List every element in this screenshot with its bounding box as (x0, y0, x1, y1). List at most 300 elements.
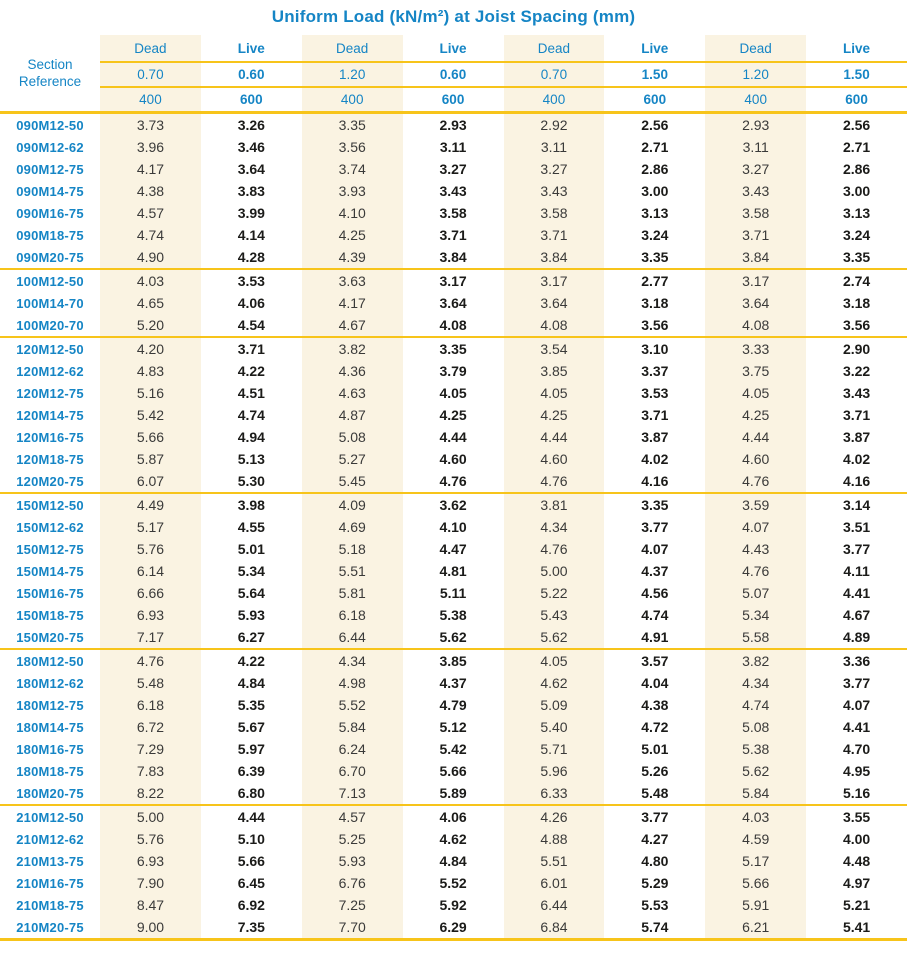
load-value-cell: 5.93 (302, 850, 403, 872)
load-value-cell: 2.93 (439, 117, 467, 133)
load-value-cell: 7.25 (302, 894, 403, 916)
load-value-cell: 3.85 (403, 649, 504, 672)
section-ref-cell: 100M20-70 (16, 317, 84, 333)
load-value-cell: 3.82 (302, 337, 403, 360)
section-ref-cell: 090M16-75 (16, 205, 84, 221)
load-value-cell: 4.25 (439, 407, 467, 423)
load-value-cell: 4.83 (100, 360, 201, 382)
load-value-cell: 3.27 (439, 161, 467, 177)
table-header (0, 35, 907, 113)
load-value-cell: 5.64 (237, 585, 265, 601)
load-value-header: 0.70 (100, 62, 201, 87)
load-value-cell: 3.17 (504, 269, 605, 292)
section-ref-cell: 150M16-75 (16, 585, 84, 601)
load-value-cell: 3.43 (439, 183, 467, 199)
load-value-cell: 4.17 (302, 292, 403, 314)
load-value-cell: 4.98 (302, 672, 403, 694)
load-value-cell: 3.27 (705, 158, 806, 180)
load-value-cell: 6.45 (237, 875, 265, 891)
load-type-header: Live (806, 35, 907, 62)
load-value-cell: 4.62 (439, 831, 467, 847)
table-row (0, 292, 907, 314)
load-value-cell: 4.07 (705, 516, 806, 538)
section-ref-cell: 180M18-75 (16, 763, 84, 779)
load-value-cell: 4.25 (504, 404, 605, 426)
load-value-cell: 4.76 (705, 470, 806, 493)
load-value-cell: 4.80 (641, 853, 669, 869)
table-row (0, 782, 907, 805)
load-value-cell: 4.60 (504, 448, 605, 470)
load-value-cell: 5.45 (302, 470, 403, 493)
section-ref-cell: 150M12-75 (16, 541, 84, 557)
load-value-cell: 3.58 (705, 202, 806, 224)
load-value-cell: 3.71 (705, 224, 806, 246)
load-value-cell: 5.29 (641, 875, 669, 891)
load-value-cell: 8.22 (100, 782, 201, 805)
load-value-cell: 4.25 (302, 224, 403, 246)
section-ref-cell: 150M14-75 (16, 563, 84, 579)
load-value-cell: 5.42 (439, 741, 467, 757)
load-value-cell: 3.46 (237, 139, 265, 155)
table-row (0, 694, 907, 716)
load-value-cell: 4.37 (641, 563, 669, 579)
load-value-cell: 4.76 (504, 538, 605, 560)
load-value-cell: 4.34 (504, 516, 605, 538)
load-value-cell: 3.93 (302, 180, 403, 202)
load-value-cell: 4.74 (237, 407, 265, 423)
load-value-cell: 3.58 (504, 202, 605, 224)
load-value-cell: 4.08 (439, 317, 467, 333)
load-type-header: Dead (504, 35, 605, 62)
load-value-header: 0.70 (504, 62, 605, 87)
load-value-cell: 3.56 (641, 317, 669, 333)
load-value-cell: 5.09 (504, 694, 605, 716)
spacing-header: 400 (100, 87, 201, 113)
load-value-cell: 2.86 (842, 161, 871, 177)
load-value-cell: 5.67 (237, 719, 265, 735)
load-value-cell: 4.74 (705, 694, 806, 716)
load-value-cell: 3.37 (641, 363, 669, 379)
load-value-cell: 5.01 (237, 541, 265, 557)
load-value-header: 1.20 (705, 62, 806, 87)
table-row (0, 404, 907, 426)
load-value-cell: 4.55 (237, 519, 265, 535)
section-ref-cell: 180M12-50 (0, 649, 100, 672)
section-ref-cell: 120M18-75 (16, 451, 84, 467)
load-value-cell: 3.63 (302, 269, 403, 292)
load-value-cell: 4.47 (439, 541, 467, 557)
load-value-cell: 4.07 (641, 541, 669, 557)
load-value-cell: 5.38 (705, 738, 806, 760)
load-value-cell: 4.69 (302, 516, 403, 538)
section-ref-cell: 210M12-50 (0, 805, 100, 828)
load-value-cell: 4.38 (641, 697, 669, 713)
load-value-cell: 3.64 (439, 295, 467, 311)
load-value-cell: 3.96 (100, 136, 201, 158)
load-value-cell: 4.84 (439, 853, 467, 869)
load-value-cell: 3.64 (504, 292, 605, 314)
load-value-cell: 3.71 (201, 337, 302, 360)
load-value-cell: 5.34 (705, 604, 806, 626)
load-value-cell: 3.43 (842, 385, 871, 401)
load-value-cell: 4.26 (504, 805, 605, 828)
load-value-cell: 5.71 (504, 738, 605, 760)
load-value-cell: 5.38 (439, 607, 467, 623)
table-row (0, 894, 907, 916)
table-row (0, 805, 907, 828)
load-value-cell: 5.53 (641, 897, 669, 913)
load-value-cell: 3.10 (604, 337, 705, 360)
table-row (0, 493, 907, 516)
load-type-header: Live (604, 35, 705, 62)
load-value-cell: 4.57 (302, 805, 403, 828)
load-value-cell: 5.40 (504, 716, 605, 738)
load-value-cell: 4.51 (237, 385, 265, 401)
table-row (0, 672, 907, 694)
load-value-cell: 5.35 (237, 697, 265, 713)
load-value-cell: 3.11 (705, 136, 806, 158)
section-ref-cell: 150M12-50 (0, 493, 100, 516)
load-value-cell: 5.48 (100, 672, 201, 694)
table-row (0, 916, 907, 940)
section-ref-cell: 210M12-62 (16, 831, 84, 847)
load-value-cell: 3.56 (302, 136, 403, 158)
section-ref-cell: 210M20-75 (0, 916, 100, 940)
section-ref-cell: 090M12-50 (16, 117, 84, 133)
load-value-cell: 5.74 (604, 916, 705, 940)
load-value-cell: 6.39 (237, 763, 265, 779)
load-value-cell: 5.81 (302, 582, 403, 604)
load-value-cell: 3.98 (201, 493, 302, 516)
load-value-cell: 2.90 (806, 337, 907, 360)
table-row (0, 224, 907, 246)
load-value-cell: 4.10 (302, 202, 403, 224)
load-value-cell: 3.87 (842, 429, 871, 445)
load-value-cell: 5.25 (302, 828, 403, 850)
table-row (0, 269, 907, 292)
load-value-cell: 4.11 (843, 563, 870, 579)
load-value-cell: 4.05 (504, 382, 605, 404)
table-row (0, 760, 907, 782)
load-value-cell: 7.13 (302, 782, 403, 805)
spacing-header: 400 (302, 87, 403, 113)
load-value-cell: 3.43 (504, 180, 605, 202)
load-value-cell: 4.48 (842, 853, 871, 869)
table-row (0, 828, 907, 850)
load-value-cell: 3.17 (403, 269, 504, 292)
load-value-cell: 3.13 (842, 205, 871, 221)
load-value-cell: 3.18 (641, 295, 669, 311)
load-value-cell: 8.47 (100, 894, 201, 916)
load-value-cell: 3.75 (705, 360, 806, 382)
load-value-cell: 4.95 (842, 763, 871, 779)
load-value-cell: 4.04 (641, 675, 669, 691)
load-value-cell: 4.07 (842, 697, 871, 713)
load-value-cell: 5.91 (705, 894, 806, 916)
load-value-cell: 6.66 (100, 582, 201, 604)
section-ref-cell: 100M14-70 (16, 295, 84, 311)
table-row (0, 360, 907, 382)
load-value-cell: 3.35 (302, 113, 403, 137)
load-value-cell: 6.76 (302, 872, 403, 894)
load-value-cell: 3.77 (842, 541, 871, 557)
load-value-cell: 3.77 (842, 675, 871, 691)
load-value-cell: 6.70 (302, 760, 403, 782)
load-value-cell: 3.82 (705, 649, 806, 672)
load-value-header: 1.50 (806, 62, 907, 87)
load-value-cell: 7.29 (100, 738, 201, 760)
load-value-cell: 5.93 (237, 607, 265, 623)
load-value-cell: 5.97 (237, 741, 265, 757)
load-value-cell: 5.08 (302, 426, 403, 448)
table-row (0, 337, 907, 360)
section-ref-cell: 090M18-75 (16, 227, 84, 243)
load-value-cell: 3.59 (705, 493, 806, 516)
load-value-cell: 4.59 (705, 828, 806, 850)
load-value-cell: 6.92 (237, 897, 265, 913)
load-value-cell: 3.73 (100, 113, 201, 137)
load-value-cell: 4.41 (842, 585, 871, 601)
load-value-cell: 4.44 (201, 805, 302, 828)
load-value-cell: 6.18 (100, 694, 201, 716)
load-type-header: Dead (100, 35, 201, 62)
load-value-cell: 4.87 (302, 404, 403, 426)
section-ref-cell: 120M12-75 (16, 385, 84, 401)
load-value-cell: 4.49 (100, 493, 201, 516)
load-value-cell: 5.84 (705, 782, 806, 805)
load-value-cell: 3.87 (641, 429, 669, 445)
load-value-cell: 3.62 (403, 493, 504, 516)
load-value-cell: 6.84 (504, 916, 605, 940)
section-ref-cell: 210M16-75 (16, 875, 84, 891)
table-row (0, 136, 907, 158)
load-value-cell: 3.64 (237, 161, 265, 177)
table-row (0, 202, 907, 224)
load-value-cell: 5.10 (237, 831, 265, 847)
spacing-header: 600 (604, 87, 705, 113)
load-value-cell: 7.83 (100, 760, 201, 782)
section-ref-cell: 120M12-50 (0, 337, 100, 360)
load-value-header: 0.60 (201, 62, 302, 87)
load-value-cell: 3.81 (504, 493, 605, 516)
load-value-cell: 4.20 (100, 337, 201, 360)
load-value-cell: 4.34 (705, 672, 806, 694)
load-value-cell: 4.62 (504, 672, 605, 694)
load-value-cell: 5.17 (705, 850, 806, 872)
table-row (0, 448, 907, 470)
load-value-cell: 4.06 (403, 805, 504, 828)
section-ref-cell: 210M18-75 (16, 897, 84, 913)
load-value-cell: 4.54 (237, 317, 265, 333)
load-value-cell: 6.14 (100, 560, 201, 582)
load-value-cell: 4.17 (100, 158, 201, 180)
load-value-cell: 4.36 (302, 360, 403, 382)
section-ref-cell: 090M20-75 (16, 249, 84, 265)
load-value-cell: 3.56 (842, 317, 871, 333)
load-value-cell: 4.41 (842, 719, 871, 735)
load-value-cell: 5.89 (439, 785, 467, 801)
load-value-cell: 6.01 (504, 872, 605, 894)
load-value-cell: 5.20 (100, 314, 201, 337)
load-value-cell: 6.21 (705, 916, 806, 940)
load-value-cell: 4.08 (504, 314, 605, 337)
load-value-cell: 5.66 (705, 872, 806, 894)
load-value-cell: 4.05 (504, 649, 605, 672)
load-value-cell: 3.11 (439, 139, 467, 155)
load-value-cell: 4.70 (842, 741, 871, 757)
load-value-cell: 3.26 (237, 117, 265, 133)
table-row (0, 158, 907, 180)
load-value-cell: 5.11 (439, 585, 467, 601)
load-value-cell: 2.92 (504, 113, 605, 137)
load-value-header: 0.60 (403, 62, 504, 87)
load-value-cell: 5.18 (302, 538, 403, 560)
load-value-cell: 5.16 (100, 382, 201, 404)
load-value-cell: 4.37 (439, 675, 467, 691)
load-value-header: 1.50 (604, 62, 705, 87)
load-value-cell: 3.13 (641, 205, 669, 221)
load-value-cell: 4.63 (302, 382, 403, 404)
section-ref-cell: 150M20-75 (16, 629, 84, 645)
load-value-cell: 4.56 (641, 585, 669, 601)
section-ref-cell: 150M12-62 (16, 519, 84, 535)
uniform-load-table (0, 35, 907, 941)
load-value-cell: 4.67 (302, 314, 403, 337)
load-value-cell: 3.85 (504, 360, 605, 382)
table-title: Uniform Load (kN/m²) at Joist Spacing (mm) (271, 7, 636, 26)
load-value-cell: 3.24 (641, 227, 669, 243)
load-value-cell: 3.83 (237, 183, 265, 199)
load-value-cell: 5.76 (100, 538, 201, 560)
section-ref-cell: 120M14-75 (16, 407, 84, 423)
load-value-cell: 6.44 (504, 894, 605, 916)
load-value-cell: 3.35 (604, 493, 705, 516)
load-value-cell: 4.74 (641, 607, 669, 623)
load-value-cell: 3.77 (641, 519, 669, 535)
load-value-cell: 9.00 (100, 916, 201, 940)
load-value-cell: 4.02 (641, 451, 669, 467)
load-value-cell: 2.71 (641, 139, 669, 155)
load-value-cell: 4.34 (302, 649, 403, 672)
load-value-cell: 3.71 (641, 407, 669, 423)
load-value-cell: 3.77 (604, 805, 705, 828)
table-row (0, 604, 907, 626)
load-value-cell: 5.66 (237, 853, 265, 869)
load-value-cell: 4.05 (705, 382, 806, 404)
load-value-cell: 4.57 (100, 202, 201, 224)
load-value-cell: 5.07 (705, 582, 806, 604)
load-value-cell: 4.16 (842, 473, 871, 489)
table-row (0, 426, 907, 448)
section-ref-cell: 180M12-75 (16, 697, 84, 713)
load-value-cell: 5.66 (100, 426, 201, 448)
load-value-cell: 5.00 (504, 560, 605, 582)
load-value-cell: 4.05 (439, 385, 467, 401)
load-value-cell: 4.38 (100, 180, 201, 202)
load-value-cell: 6.93 (100, 850, 201, 872)
load-value-cell: 6.24 (302, 738, 403, 760)
load-value-cell: 4.03 (705, 805, 806, 828)
spacing-header: 600 (403, 87, 504, 113)
load-value-cell: 4.79 (439, 697, 467, 713)
load-value-cell: 4.60 (439, 451, 467, 467)
load-value-cell: 4.14 (237, 227, 265, 243)
table-row (0, 113, 907, 137)
load-value-cell: 5.87 (100, 448, 201, 470)
load-value-cell: 5.84 (302, 716, 403, 738)
load-value-cell: 4.25 (705, 404, 806, 426)
load-value-cell: 4.97 (842, 875, 871, 891)
load-value-cell: 3.11 (504, 136, 605, 158)
load-value-cell: 5.96 (504, 760, 605, 782)
load-value-cell: 6.44 (302, 626, 403, 649)
load-value-cell: 5.01 (641, 741, 669, 757)
load-value-cell: 2.93 (705, 113, 806, 137)
load-value-cell: 2.77 (604, 269, 705, 292)
load-value-cell: 4.81 (439, 563, 467, 579)
load-value-cell: 5.22 (504, 582, 605, 604)
section-ref-cell: 100M12-50 (0, 269, 100, 292)
section-ref-cell: 090M12-75 (16, 161, 84, 177)
load-type-header: Dead (302, 35, 403, 62)
table-row (0, 560, 907, 582)
spacing-header: 600 (806, 87, 907, 113)
load-value-cell: 3.58 (439, 205, 467, 221)
load-value-cell: 2.56 (641, 117, 669, 133)
spacing-header: 400 (705, 87, 806, 113)
section-ref-cell: 120M16-75 (16, 429, 84, 445)
table-row (0, 626, 907, 649)
load-value-cell: 5.41 (806, 916, 907, 940)
load-value-cell: 3.71 (842, 407, 871, 423)
load-value-cell: 6.33 (504, 782, 605, 805)
load-value-cell: 5.52 (439, 875, 467, 891)
load-value-cell: 3.57 (604, 649, 705, 672)
load-value-cell: 5.66 (439, 763, 467, 779)
section-ref-cell: 210M13-75 (16, 853, 84, 869)
load-value-cell: 3.74 (302, 158, 403, 180)
section-ref-cell: 180M14-75 (16, 719, 84, 735)
spacing-header: 400 (504, 87, 605, 113)
load-value-cell: 5.51 (302, 560, 403, 582)
load-value-cell: 5.21 (842, 897, 871, 913)
load-value-cell: 5.00 (100, 805, 201, 828)
load-value-cell: 3.36 (806, 649, 907, 672)
load-value-cell: 5.13 (237, 451, 265, 467)
load-value-cell: 3.51 (842, 519, 871, 535)
section-ref-cell: 090M14-75 (16, 183, 84, 199)
load-value-cell: 5.27 (302, 448, 403, 470)
load-value-cell: 6.27 (237, 629, 265, 645)
load-value-cell: 3.35 (403, 337, 504, 360)
table-row (0, 716, 907, 738)
table-row (0, 582, 907, 604)
load-value-cell: 3.54 (504, 337, 605, 360)
load-value-cell: 7.90 (100, 872, 201, 894)
load-value-cell: 5.92 (439, 897, 467, 913)
load-value-cell: 4.94 (237, 429, 265, 445)
load-value-cell: 3.14 (806, 493, 907, 516)
load-value-cell: 3.53 (641, 385, 669, 401)
table-row (0, 470, 907, 493)
table-row (0, 180, 907, 202)
table-row (0, 649, 907, 672)
load-value-cell: 4.06 (237, 295, 265, 311)
load-value-cell: 3.71 (504, 224, 605, 246)
load-value-cell: 4.72 (641, 719, 669, 735)
load-value-header: 1.20 (302, 62, 403, 87)
load-value-cell: 5.58 (705, 626, 806, 649)
